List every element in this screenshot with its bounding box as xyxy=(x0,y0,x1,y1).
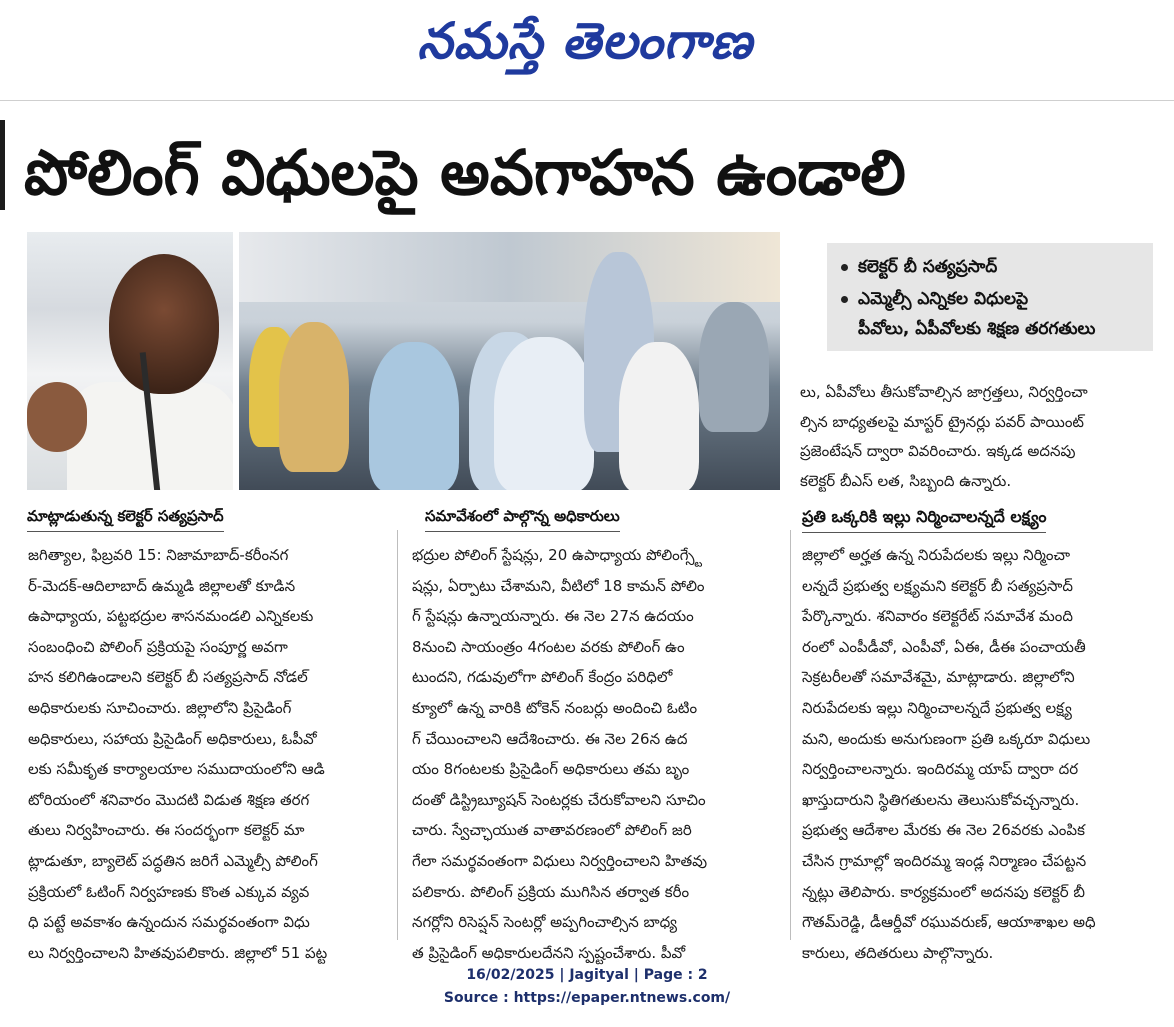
photo-person xyxy=(369,342,459,490)
text-line: నిరుపేదలకు ఇల్లు నిర్మించాలన్నదే ప్రభుత్వ లక్ష్య xyxy=(802,698,1072,717)
text-line: కారులు, తదితరులు పాల్గొన్నారు. xyxy=(802,943,994,962)
text-line: గేలా సమర్థవంతంగా విధులు నిర్వర్తించాలని హితవు xyxy=(412,851,708,870)
text-line: ప్రభుత్వ ఆదేశాల మేరకు ఈ నెల 26వరకు ఎంపిక xyxy=(802,821,1085,840)
text-line: ర్-మెదక్-ఆదిలాబాద్ ఉమ్మడి జిల్లాలతో కూడిన xyxy=(28,576,296,595)
summary-bullet-continued: పీవోలు, ఏపీవోలకు శిక్షణ తరగతులు xyxy=(858,319,1096,339)
officials-meeting-photo xyxy=(239,232,780,490)
headline-marker xyxy=(0,120,5,210)
text-line: 8నుంచి సాయంత్రం 4గంటల వరకు పోలింగ్ ఉం xyxy=(412,637,685,656)
text-line: గౌతమ్‌రెడ్డి, డీఆర్డీవో రఘువరుణ్, ఆయాశాఖల అధి xyxy=(802,913,1096,932)
column-3 xyxy=(802,540,1158,968)
bullet-text: ఎమ్మెల్సీ ఎన్నికల విధులపై xyxy=(858,289,1029,309)
text-line: తులు నిర్వహించారు. ఈ సందర్భంగా కలెక్టర్ మా xyxy=(28,821,305,840)
text-line: సంబంధించి పోలింగ్ ప్రక్రియపై సంపూర్ణ అవగా xyxy=(28,637,288,656)
masthead-divider xyxy=(0,100,1174,101)
footer-source-link[interactable]: Source : https://epaper.ntnews.com/ xyxy=(443,990,731,1006)
section-subhead: ప్రతి ఒక్కరికి ఇల్లు నిర్మించాలన్నదే లక్ష్యం xyxy=(802,507,1046,533)
right-intro-paragraph xyxy=(800,378,1160,496)
summary-bullet xyxy=(841,289,1028,313)
photo-person xyxy=(619,342,699,490)
photo-person xyxy=(279,322,349,472)
photo-wall xyxy=(239,232,780,302)
text-line: ప్రక్రియలో ఓటింగ్ నిర్వహణకు కొంత ఎక్కువ వ్యవ xyxy=(28,882,310,901)
text-line: రంలో ఎంపీడీవో, ఎంపీవో, ఏఈ, డీఈ పంచాయతీ xyxy=(802,637,1086,656)
text-line: లు నిర్వర్తించాలని హితవుపలికారు. జిల్లాలో 51 పట్ట xyxy=(28,943,328,962)
photo1-caption: మాట్లాడుతున్న కలెక్టర్ సత్యప్రసాద్ xyxy=(27,507,224,532)
text-line: ల్సిన బాధ్యతలపై మాస్టర్ ట్రైనర్లు పవర్ పాయింట్ xyxy=(800,412,1085,431)
text-line: టోరియంలో శనివారం మొదటి విడుత శిక్షణ తరగ xyxy=(28,790,310,809)
text-line: ఉపాధ్యాయ, పట్టభద్రుల శాసనమండలి ఎన్నికలకు xyxy=(28,607,314,626)
photo-person xyxy=(494,337,594,490)
text-line: టుందని, గడువులోగా పోలింగ్ కేంద్రం పరిధిలో xyxy=(412,668,673,687)
bullet-dot-icon xyxy=(841,264,848,271)
text-line: గ్ చేయించాలని ఆదేశించారు. ఈ నెల 26న ఉద xyxy=(412,729,688,748)
newspaper-masthead: నమస్తే తెలంగాణ xyxy=(417,12,753,70)
text-line: మని, అందుకు అనుగుణంగా ప్రతి ఒక్కరూ విధులు xyxy=(802,729,1091,748)
text-line: ధి పట్టే అవకాశం ఉన్నందున సమర్థవంతంగా విధు xyxy=(28,913,310,932)
text-line: పేర్కొన్నారు. శనివారం కలెక్టరేట్ సమావేశ మంది xyxy=(802,607,1073,626)
text-line: అధికారులకు సూచించారు. జిల్లాలోని ప్రిసైడింగ్ xyxy=(28,698,292,717)
text-line: క్యూలో ఉన్న వారికి టోకెన్ నంబర్లు అందించి ఓటిం xyxy=(412,698,698,717)
text-line: గ్ స్టేషన్లు ఉన్నాయన్నారు. ఈ నెల 27న ఉదయం xyxy=(412,607,694,626)
text-line: జగిత్యాల, ఫిబ్రవరి 15: నిజామాబాద్-కరీంనగ xyxy=(28,546,289,564)
column-divider xyxy=(790,530,791,940)
text-line: చారు. స్వేచ్ఛాయుత వాతావరణంలో పోలింగ్ జరి xyxy=(412,821,692,840)
text-line: అధికారులు, సహాయ ప్రిసైడింగ్ అధికారులు, ఓపీవో xyxy=(28,729,317,748)
bullet-dot-icon xyxy=(841,296,848,303)
text-line: భద్రుల పోలింగ్ స్టేషన్లు, 20 ఉపాధ్యాయ పోలింగ్స్టే xyxy=(412,546,703,564)
column-divider xyxy=(397,530,398,940)
text-line: లు, ఏపీవోలు తీసుకోవాల్సిన జాగ్రత్తలు, నిర్వర్తించా xyxy=(800,383,1088,401)
text-line: ఖాస్తుదారుని స్థితిగతులను తెలుసుకోవచ్చన్నారు. xyxy=(802,790,1080,809)
text-line: సెక్రటరీలతో సమావేశమై, మాట్లాడారు. జిల్లాలోని xyxy=(802,668,1075,687)
column-1 xyxy=(28,540,380,968)
photo2-caption: సమావేశంలో పాల్గొన్న అధికారులు xyxy=(425,507,620,532)
article-headline: పోలింగ్ విధులపై అవగాహన ఉండాలి xyxy=(24,136,906,209)
text-line: త ప్రిసైడింగ్ అధికారులదేనని స్పష్టంచేశారు. పీవో xyxy=(412,943,686,962)
text-line: పలికారు. పోలింగ్ ప్రక్రియ ముగిసిన తర్వాత కరీం xyxy=(412,882,690,901)
text-line: న్నట్లు తెలిపారు. కార్యక్రమంలో అదనపు కలెక్టర్ బీ xyxy=(802,882,1085,901)
text-line: యం 8గంటలకు ప్రిసైడింగ్ అధికారులు తమ బృం xyxy=(412,760,690,779)
text-line: ట్లాడుతూ, బ్యాలెట్ పద్ధతిన జరిగే ఎమ్మెల్సీ పోలింగ్ xyxy=(28,851,318,870)
text-line: చేసిన గ్రామాల్లో ఇందిరమ్మ ఇండ్ల నిర్మాణం చేపట్టన xyxy=(802,851,1087,870)
photo-person xyxy=(699,302,769,432)
text-line: హన కలిగిఉండాలని కలెక్టర్ బీ సత్యప్రసాద్ నోడల్ xyxy=(28,668,308,687)
summary-bullet xyxy=(841,257,997,281)
photo-hand xyxy=(27,382,87,452)
summary-bullets-box xyxy=(827,243,1153,351)
text-line: లకు సమీకృత కార్యాలయాల సముదాయంలోని ఆడి xyxy=(28,760,325,779)
text-line: లన్నదే ప్రభుత్వ లక్ష్యమని కలెక్టర్ బీ సత్యప్రసాద్ xyxy=(802,576,1073,595)
bullet-text: కలెక్టర్ బీ సత్యప్రసాద్ xyxy=(858,257,998,277)
photo-face xyxy=(109,254,219,394)
text-line: కలెక్టర్ బీఎస్ లత, సిబ్బంది ఉన్నారు. xyxy=(800,471,1012,490)
column-2 xyxy=(412,540,780,968)
collector-speaking-photo xyxy=(27,232,233,490)
text-line: నగర్లోని రిసెప్షన్ సెంటర్లో అప్పగించాల్సిన బాధ్య xyxy=(412,913,677,932)
text-line: జిల్లాలో అర్హత ఉన్న నిరుపేదలకు ఇల్లు నిర్మించా xyxy=(802,546,1071,564)
text-line: షన్లు, ఏర్పాటు చేశామని, వీటిలో 18 కామన్ పోలిం xyxy=(412,576,705,595)
text-line: నిర్వర్తించాలన్నారు. ఇందిరమ్మ యాప్ ద్వారా దర xyxy=(802,760,1079,779)
footer-date-edition: 16/02/2025 | Jagityal | Page : 2 xyxy=(466,967,708,983)
text-line: ప్రజెంటేషన్ ద్వారా వివరించారు. ఇక్కడ అదనపు xyxy=(800,442,1076,460)
text-line: దంతో డిస్ట్రిబ్యూషన్ సెంటర్లకు చేరుకోవాలని సూచిం xyxy=(412,790,706,809)
